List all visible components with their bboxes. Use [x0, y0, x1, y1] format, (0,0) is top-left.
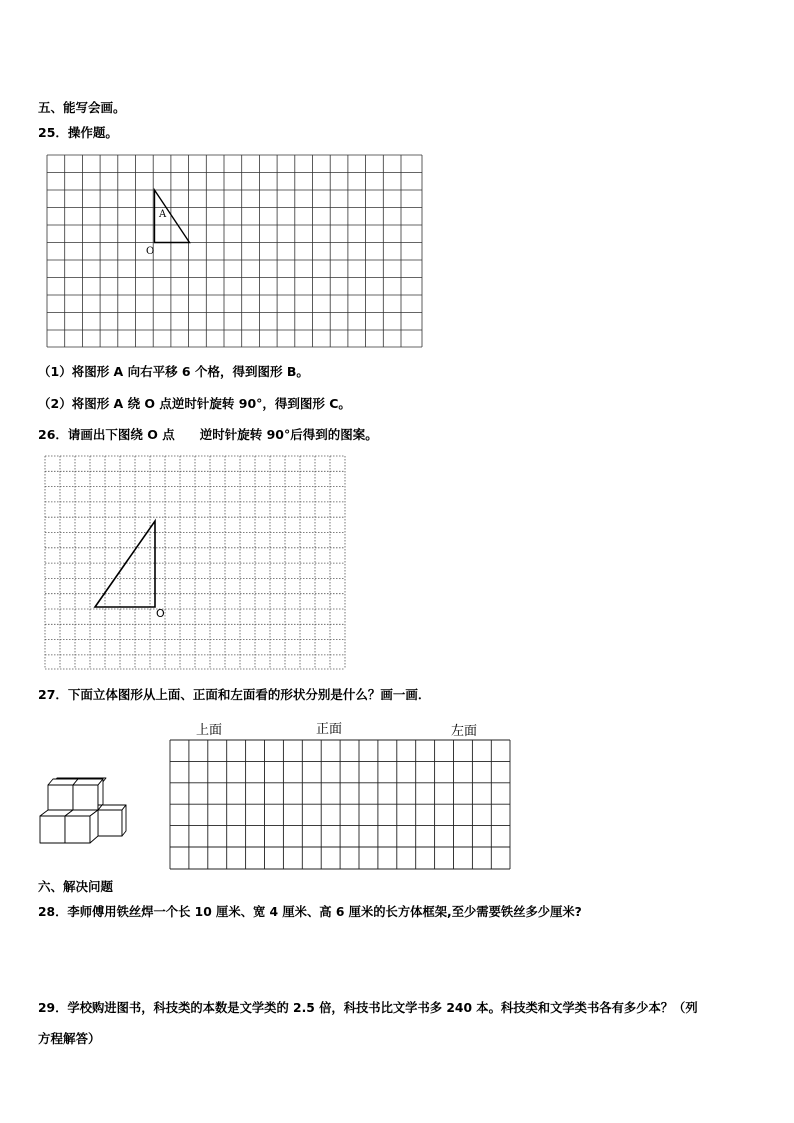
question-25-sub-1: （1）将图形 A 向右平移 6 个格，得到图形 B。: [38, 364, 309, 379]
view-label-front: 正面: [316, 722, 343, 737]
question-25-title: 25．操作题。: [38, 125, 118, 140]
question-25-grid: [46, 154, 424, 348]
section-heading-6: 六、解决问题: [38, 879, 114, 894]
q26-origin-label: O: [156, 607, 165, 620]
question-27-title: 27．下面立体图形从上面、正面和左面看的形状分别是什么？画一画．: [38, 687, 431, 702]
question-28-text: 28．李师傅用铁丝焊一个长 10 厘米、宽 4 厘米、高 6 厘米的长方体框架,至少需要铁丝多少厘米?: [38, 905, 582, 919]
shape-a-label: A: [159, 209, 167, 220]
question-29-line-2: 方程解答）: [38, 1031, 101, 1046]
cube-stack-figure: [38, 776, 136, 848]
question-25-sub-2: （2）将图形 A 绕 O 点逆时针旋转 90°，得到图形 C。: [38, 396, 351, 411]
origin-o-label: O: [146, 246, 155, 257]
section-heading-5: 五、能写会画。: [38, 100, 126, 115]
question-26-title: 26．请画出下图绕 O 点 逆时针旋转 90°后得到的图案。: [38, 427, 378, 442]
view-label-top: 上面: [196, 723, 223, 738]
question-27-grid: [169, 739, 512, 870]
question-26-grid: [44, 455, 346, 670]
view-label-left: 左面: [451, 724, 478, 739]
rotation-triangle: [95, 521, 155, 607]
question-29-line-1: 29．学校购进图书，科技类的本数是文学类的 2.5 倍，科技书比文学书多 240 本。科技类和文学类书各有多少本？（列: [38, 1001, 698, 1015]
